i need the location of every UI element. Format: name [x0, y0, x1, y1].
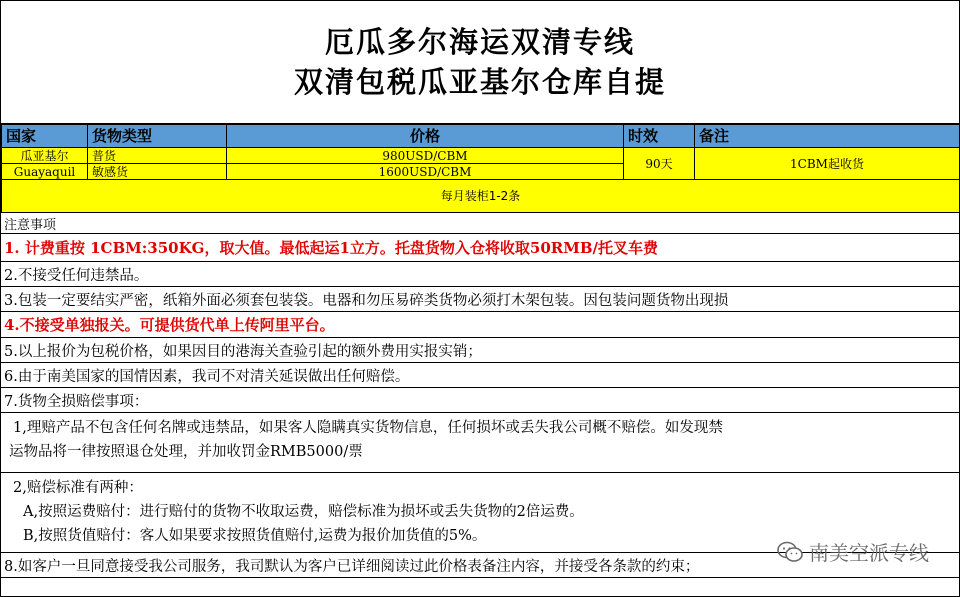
time-cell: 90天 — [624, 148, 695, 180]
note-7-1-line-1: 1,理赔产品不包含任何名牌或违禁品，如果客人隐瞒真实货物信息，任何损坏或丢失我公司概不赔偿。如发现禁 — [13, 420, 723, 436]
notes-heading: 注意事项 — [1, 213, 959, 234]
monthly-row — [2, 180, 960, 213]
header-remark: 备注 — [695, 125, 960, 148]
price-cell: 980USD/CBM — [227, 148, 624, 164]
note-7-2-title: 2,赔偿标准有两种： — [13, 480, 143, 496]
note-7: 7.货物全损赔偿事项： — [1, 388, 959, 413]
wechat-icon — [777, 541, 803, 563]
note-1: 1. 计费重按 1CBM:350KG，取大值。最低起运1立方。托盘货物入仓将收取50RMB/托叉车费 — [1, 234, 959, 262]
header-price: 价格 — [227, 125, 624, 148]
table-header-row — [2, 125, 960, 148]
note-7-1 — [1, 413, 959, 473]
watermark-text: 南美空派专线 — [809, 541, 929, 565]
note-4: 4.不接受单独报关。可提供货代单上传阿里平台。 — [1, 312, 959, 338]
note-7-2-b: B,按照货值赔付：客人如果要求按照货值赔付,运费为报价加货值的5%。 — [23, 528, 487, 544]
note-6: 6.由于南美国家的国情因素，我司不对清关延误做出任何赔偿。 — [1, 363, 959, 388]
goods-type-cell: 普货 — [88, 148, 227, 164]
monthly-cell: 每月装柜1-2条 — [2, 180, 960, 213]
goods-type-cell: 敏感货 — [88, 164, 227, 180]
header-goods-type: 货物类型 — [88, 125, 227, 148]
price-table — [1, 124, 960, 213]
note-8: 8.如客户一旦同意接受我公司服务，我司默认为客户已详细阅读过此价格表备注内容，并接受各条款的约束； — [1, 553, 959, 578]
title-line-1: 厄瓜多尔海运双清专线 — [324, 25, 635, 59]
title-line-2: 双清包税瓜亚基尔仓库自提 — [293, 65, 666, 99]
note-2: 2.不接受任何违禁品。 — [1, 262, 959, 287]
note-5: 5.以上报价为包税价格，如果因目的港海关查验引起的额外费用实报实销； — [1, 338, 959, 363]
wechat-watermark — [777, 537, 929, 566]
remark-cell: 1CBM起收货 — [695, 148, 960, 180]
country-en-cell: Guayaquil — [2, 164, 88, 180]
note-7-1-line-2: 运物品将一律按照退仓处理，并加收罚金RMB5000/票 — [9, 444, 363, 460]
country-cn-cell: 瓜亚基尔 — [2, 148, 88, 164]
header-time: 时效 — [624, 125, 695, 148]
title-block — [1, 1, 959, 124]
price-cell: 1600USD/CBM — [227, 164, 624, 180]
header-country: 国家 — [2, 125, 88, 148]
note-7-2-a: A,按照运费赔付：进行赔付的货物不收取运费，赔偿标准为损坏或丢失货物的2倍运费。 — [23, 504, 584, 520]
table-row — [2, 148, 960, 164]
note-3: 3.包装一定要结实严密，纸箱外面必须套包装袋。电器和勿压易碎类货物必须打木架包装。因包装问题货物出现损 — [1, 287, 959, 312]
